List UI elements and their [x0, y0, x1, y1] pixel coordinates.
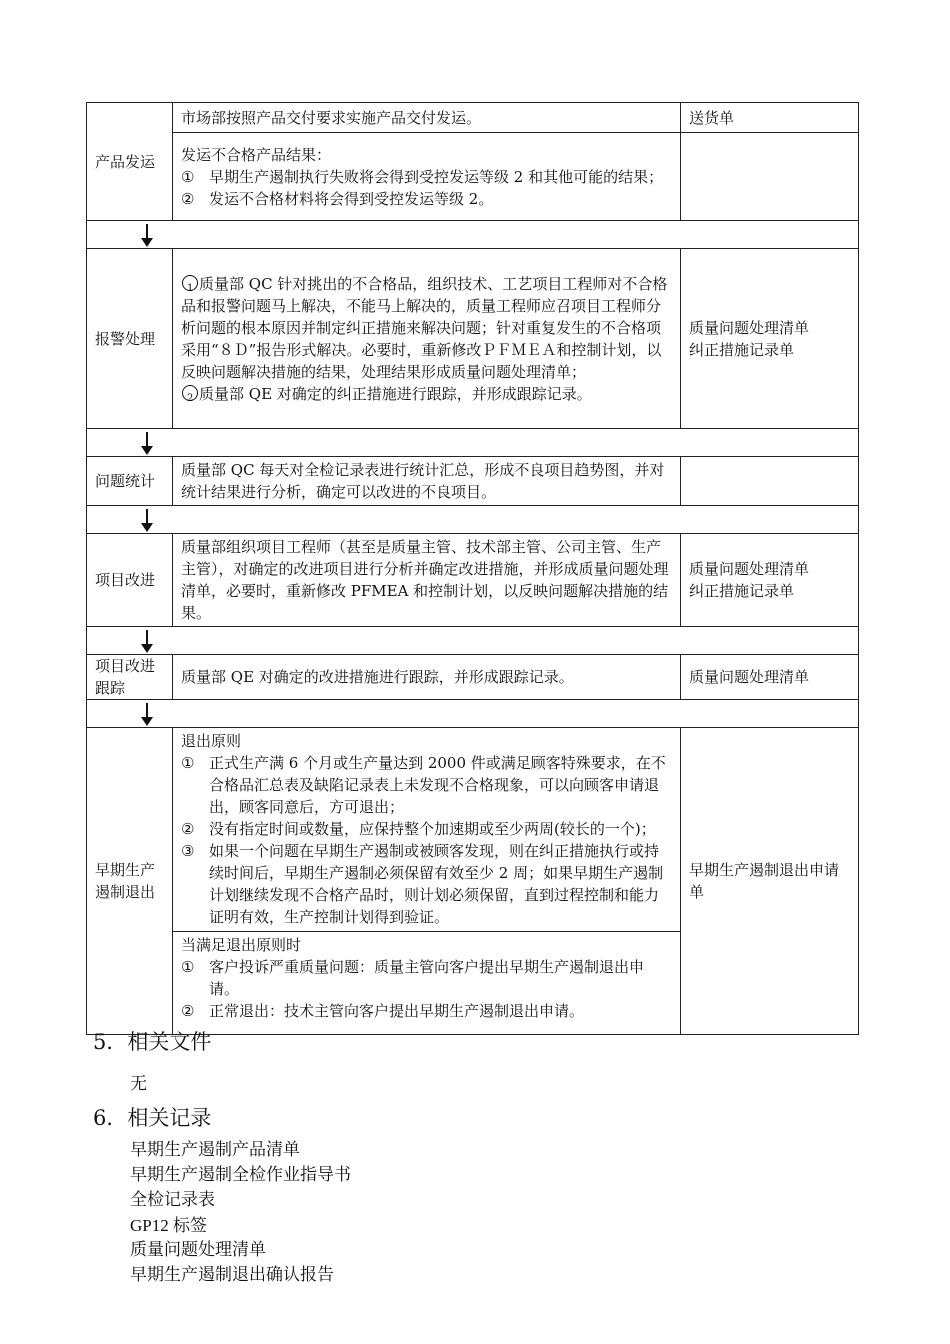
row-problem-statistics	[87, 457, 859, 506]
item-number: ①	[181, 167, 195, 186]
shipping-result-item	[181, 188, 672, 210]
label-project-improvement: 项目改进	[87, 534, 173, 627]
item-text: 正常退出：技术主管向客户提出早期生产遏制退出申请。	[209, 1002, 585, 1020]
section-5-body: 无	[130, 1074, 147, 1094]
record-item: 质量问题处理清单	[130, 1240, 266, 1260]
down-arrow-icon	[137, 507, 157, 533]
content-exit	[173, 728, 681, 1035]
content-product-shipping-1: 市场部按照产品交付要求实施产品交付发运。	[173, 103, 681, 133]
item-text: 早期生产遏制执行失败将会得到受控发运等级 2 和其他可能的结果；	[209, 167, 664, 186]
alarm-step-2-text: 质量部 QE 对确定的纠正措施进行跟踪，并形成跟踪记录。	[199, 384, 592, 403]
arrow-row	[87, 700, 859, 728]
item-text: 客户投诉严重质量问题：质量主管向客户提出早期生产遏制退出申请。	[209, 958, 645, 998]
doc-quality-issue-list: 质量问题处理清单	[689, 560, 810, 578]
item-text: 如果一个问题在早期生产遏制或被顾客发现，则在纠正措施执行或持续时间后，早期生产遏制必须保留有效至少 2 周；如果早期生产遏制计划继续发现不合格产品时，则计划必须保留，直到过程控制和能力证明有效，生产控制计划得到验证。	[209, 842, 664, 926]
item-text: 没有指定时间或数量，应保持整个加速期或至少两周(较长的一个)；	[209, 820, 656, 838]
item-text: 正式生产满 6 个月或生产量达到 2000 件或满足顾客特殊要求，在不合格品汇总表及缺陷记录表上未发现不合格现象，可以向顾客申请退出，顾客同意后，方可退出；	[209, 754, 666, 816]
exit-condition-item	[181, 956, 672, 1000]
label-alarm-handling: 报警处理	[87, 249, 173, 429]
content-project-improvement: 质量部组织项目工程师（甚至是质量主管、技术部主管、公司主管、生产主管），对确定的改进项目进行分析并确定改进措施，并形成质量问题处理清单，必要时，重新修改 PFMEA 和控制计划，以反映问题解决措施的结果。	[173, 534, 681, 627]
circle-marker-icon: 1	[181, 273, 199, 295]
label-improvement-tracking: 项目改进跟踪	[87, 655, 173, 700]
exit-condition-title: 当满足退出原则时	[181, 936, 302, 954]
section-5-heading: 5．相关文件	[93, 1030, 212, 1054]
process-flow-table	[86, 102, 859, 1035]
doc-corrective-action-record: 纠正措施记录单	[689, 340, 795, 359]
down-arrow-icon	[137, 222, 157, 248]
arrow-row	[87, 221, 859, 249]
record-item: GP12 标签	[130, 1216, 207, 1235]
item-number: ②	[181, 1002, 195, 1020]
doc-delivery-note: 送货单	[681, 103, 859, 133]
row-exit	[87, 728, 859, 1035]
record-item: 早期生产遏制产品清单	[130, 1140, 300, 1160]
row-product-shipping-2	[87, 133, 859, 221]
item-number: ②	[181, 189, 195, 208]
label-problem-statistics: 问题统计	[87, 457, 173, 506]
arrow-row	[87, 627, 859, 655]
item-number: ①	[181, 754, 195, 772]
row-product-shipping-1	[87, 103, 859, 133]
content-product-shipping-2	[173, 133, 681, 221]
doc-project-improvement	[681, 534, 859, 627]
record-item: 早期生产遏制全检作业指导书	[130, 1165, 351, 1185]
item-number: ③	[181, 842, 195, 860]
content-problem-statistics: 质量部 QC 每天对全检记录表进行统计汇总，形成不良项目趋势图，并对统计结果进行分析，确定可以改进的不良项目。	[173, 457, 681, 506]
exit-principle-item	[181, 752, 672, 818]
arrow-row	[87, 429, 859, 457]
shipping-result-intro: 发运不合格产品结果：	[181, 145, 332, 164]
down-arrow-icon	[137, 628, 157, 654]
doc-problem-statistics	[681, 457, 859, 506]
doc-corrective-action-record: 纠正措施记录单	[689, 582, 795, 600]
record-item: 全检记录表	[130, 1190, 215, 1210]
record-item: 早期生产遏制退出确认报告	[130, 1265, 334, 1285]
related-records-list	[130, 1138, 351, 1288]
row-improvement-tracking	[87, 655, 859, 700]
arrow-row	[87, 506, 859, 534]
exit-condition-item	[181, 1000, 672, 1022]
doc-improvement-tracking: 质量问题处理清单	[681, 655, 859, 700]
down-arrow-icon	[137, 430, 157, 456]
exit-principle-item	[181, 818, 672, 840]
item-text: 发运不合格材料将会得到受控发运等级 2。	[209, 189, 494, 208]
exit-principle-item	[181, 840, 672, 928]
content-alarm-handling	[173, 249, 681, 429]
alarm-step-2	[181, 383, 672, 405]
exit-principle-title: 退出原则	[181, 732, 242, 750]
label-product-shipping: 产品发运	[87, 103, 173, 221]
doc-exit-application: 早期生产遏制退出申请单	[681, 728, 859, 1035]
content-improvement-tracking: 质量部 QE 对确定的改进措施进行跟踪，并形成跟踪记录。	[173, 655, 681, 700]
row-project-improvement	[87, 534, 859, 627]
doc-quality-issue-list: 质量问题处理清单	[689, 318, 810, 337]
row-alarm-handling	[87, 249, 859, 429]
circle-marker-icon: 2	[181, 383, 199, 405]
item-number: ②	[181, 820, 195, 838]
divider	[173, 931, 680, 932]
alarm-step-1-text: 质量部 QC 针对挑出的不合格品，组织技术、工艺项目工程师对不合格品和报警问题马上解决，不能马上解决的，质量工程师应召项目工程师分析问题的根本原因并制定纠正措施来解决问题；针对重复发生的不合格项采用“８Ｄ”报告形式解决。必要时，重新修改ＰＦＭＥＡ和控制计划，以反映问题解决措施的结果，处理结果形成质量问题处理清单；	[181, 274, 668, 381]
doc-empty	[681, 133, 859, 221]
doc-alarm-handling	[681, 249, 859, 429]
label-exit: 早期生产遏制退出	[87, 728, 173, 1035]
item-number: ①	[181, 958, 195, 976]
section-6-heading: 6．相关记录	[93, 1106, 212, 1130]
alarm-step-1	[181, 273, 672, 383]
down-arrow-icon	[137, 701, 157, 727]
shipping-result-item	[181, 166, 672, 188]
